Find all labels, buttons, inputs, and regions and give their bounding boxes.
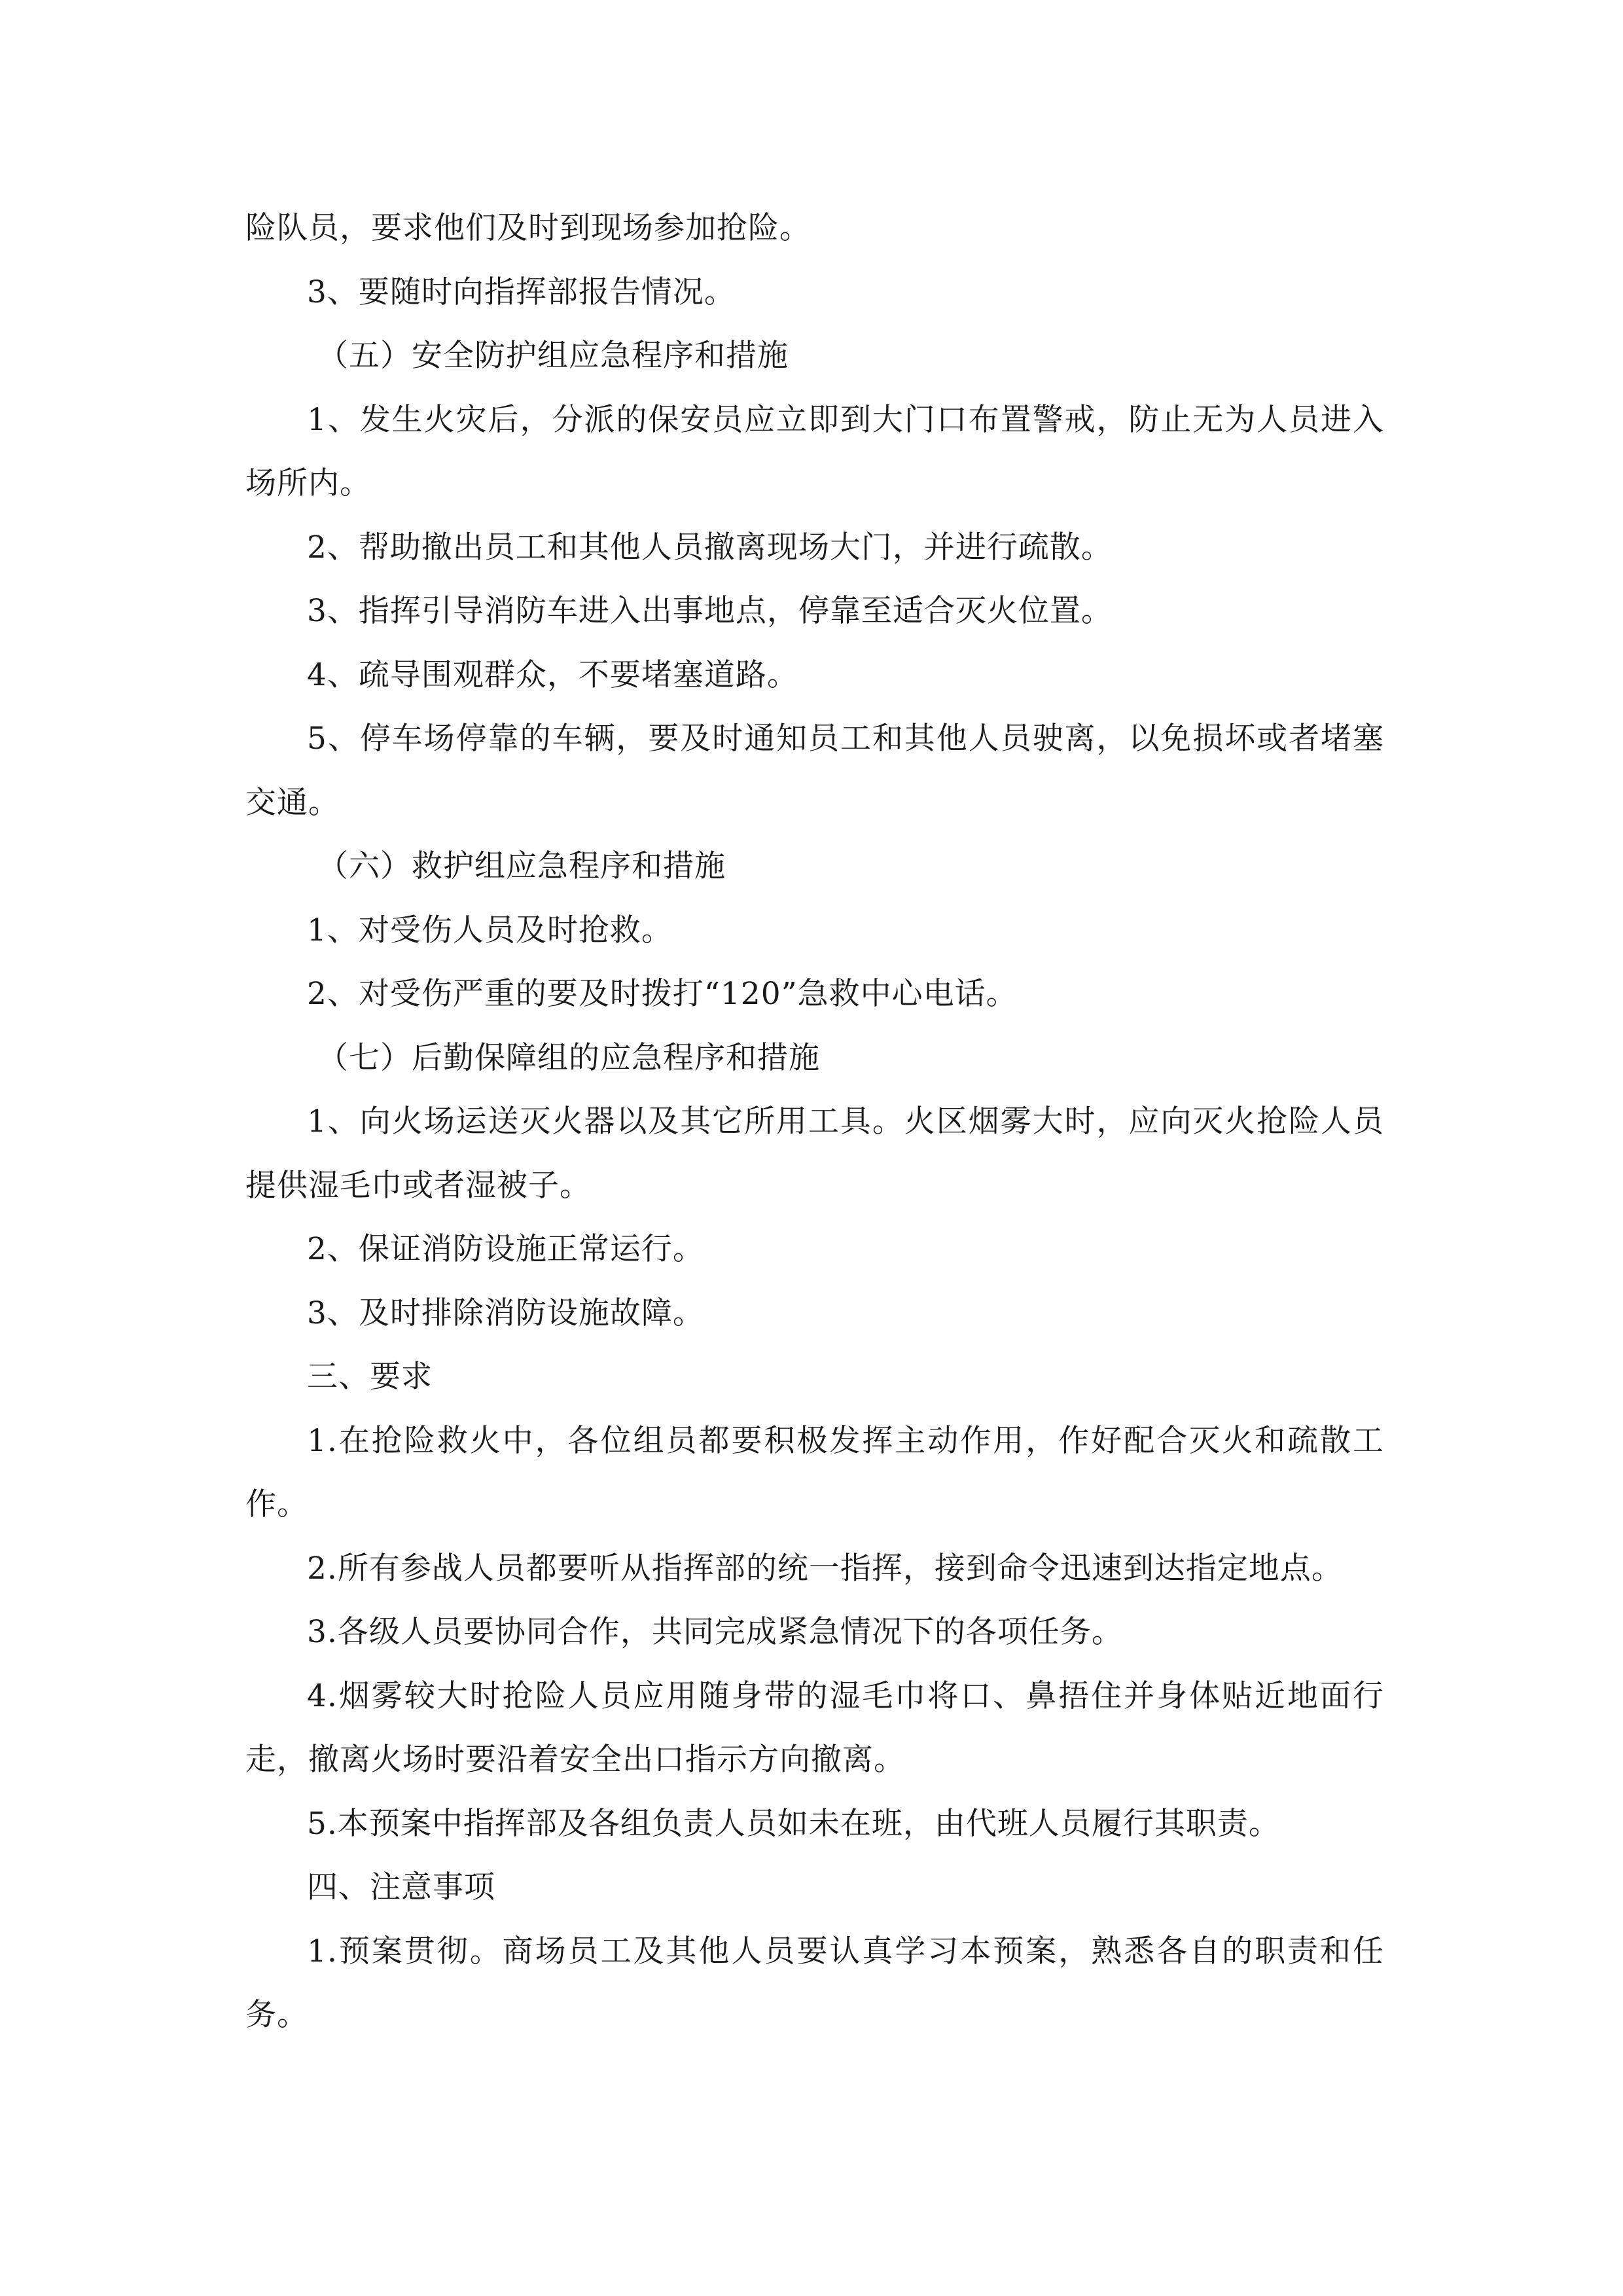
section-heading: 四、注意事项 bbox=[307, 1869, 495, 1905]
paragraph: 3、及时排除消防设施故障。 bbox=[307, 1295, 704, 1331]
paragraph: 1.预案贯彻。商场员工及其他人员要认真学习本预案，熟悉各自的职责和任务。 bbox=[245, 1933, 1384, 2033]
paragraph: 3.各级人员要协同合作，共同完成紧急情况下的各项任务。 bbox=[307, 1614, 1123, 1650]
paragraph: 4.烟雾较大时抢险人员应用随身带的湿毛巾将口、鼻捂住并身体贴近地面行走，撤离火场时要沿着安全出口指示方向撤离。 bbox=[245, 1677, 1384, 1778]
paragraph: 2、帮助撤出员工和其他人员撤离现场大门，并进行疏散。 bbox=[307, 529, 1113, 565]
paragraph: 1、向火场运送灭火器以及其它所用工具。火区烟雾大时，应向灭火抢险人员提供湿毛巾或者湿被子。 bbox=[245, 1103, 1384, 1204]
paragraph: 1、发生火灾后，分派的保安员应立即到大门口布置警戒，防止无为人员进入场所内。 bbox=[245, 401, 1384, 501]
paragraph: 5.本预案中指挥部及各组负责人员如未在班，由代班人员履行其职责。 bbox=[307, 1805, 1280, 1842]
section-heading: 三、要求 bbox=[307, 1359, 433, 1395]
paragraph: 3、要随时向指挥部报告情况。 bbox=[307, 274, 736, 310]
paragraph: 2.所有参战人员都要听从指挥部的统一指挥，接到命令迅速到达指定地点。 bbox=[307, 1550, 1343, 1587]
section-heading: （七）后勤保障组的应急程序和措施 bbox=[317, 1039, 820, 1076]
paragraph: 4、疏导围观群众，不要堵塞道路。 bbox=[307, 656, 798, 693]
paragraph: 1、对受伤人员及时抢救。 bbox=[307, 912, 673, 948]
paragraph: 2、保证消防设施正常运行。 bbox=[307, 1231, 704, 1267]
paragraph: 险队员，要求他们及时到现场参加抢险。 bbox=[245, 210, 811, 246]
paragraph: 3、指挥引导消防车进入出事地点，停靠至适合灭火位置。 bbox=[307, 593, 1113, 629]
paragraph: 2、对受伤严重的要及时拨打“120”急救中心电话。 bbox=[307, 976, 1018, 1012]
document-body bbox=[245, 196, 1384, 2047]
paragraph: 5、停车场停靠的车辆，要及时通知员工和其他人员驶离，以免损坏或者堵塞交通。 bbox=[245, 721, 1384, 821]
paragraph: 1.在抢险救火中，各位组员都要积极发挥主动作用，作好配合灭火和疏散工作。 bbox=[245, 1422, 1384, 1522]
section-heading: （五）安全防护组应急程序和措施 bbox=[317, 338, 789, 374]
section-heading: （六）救护组应急程序和措施 bbox=[317, 848, 726, 884]
